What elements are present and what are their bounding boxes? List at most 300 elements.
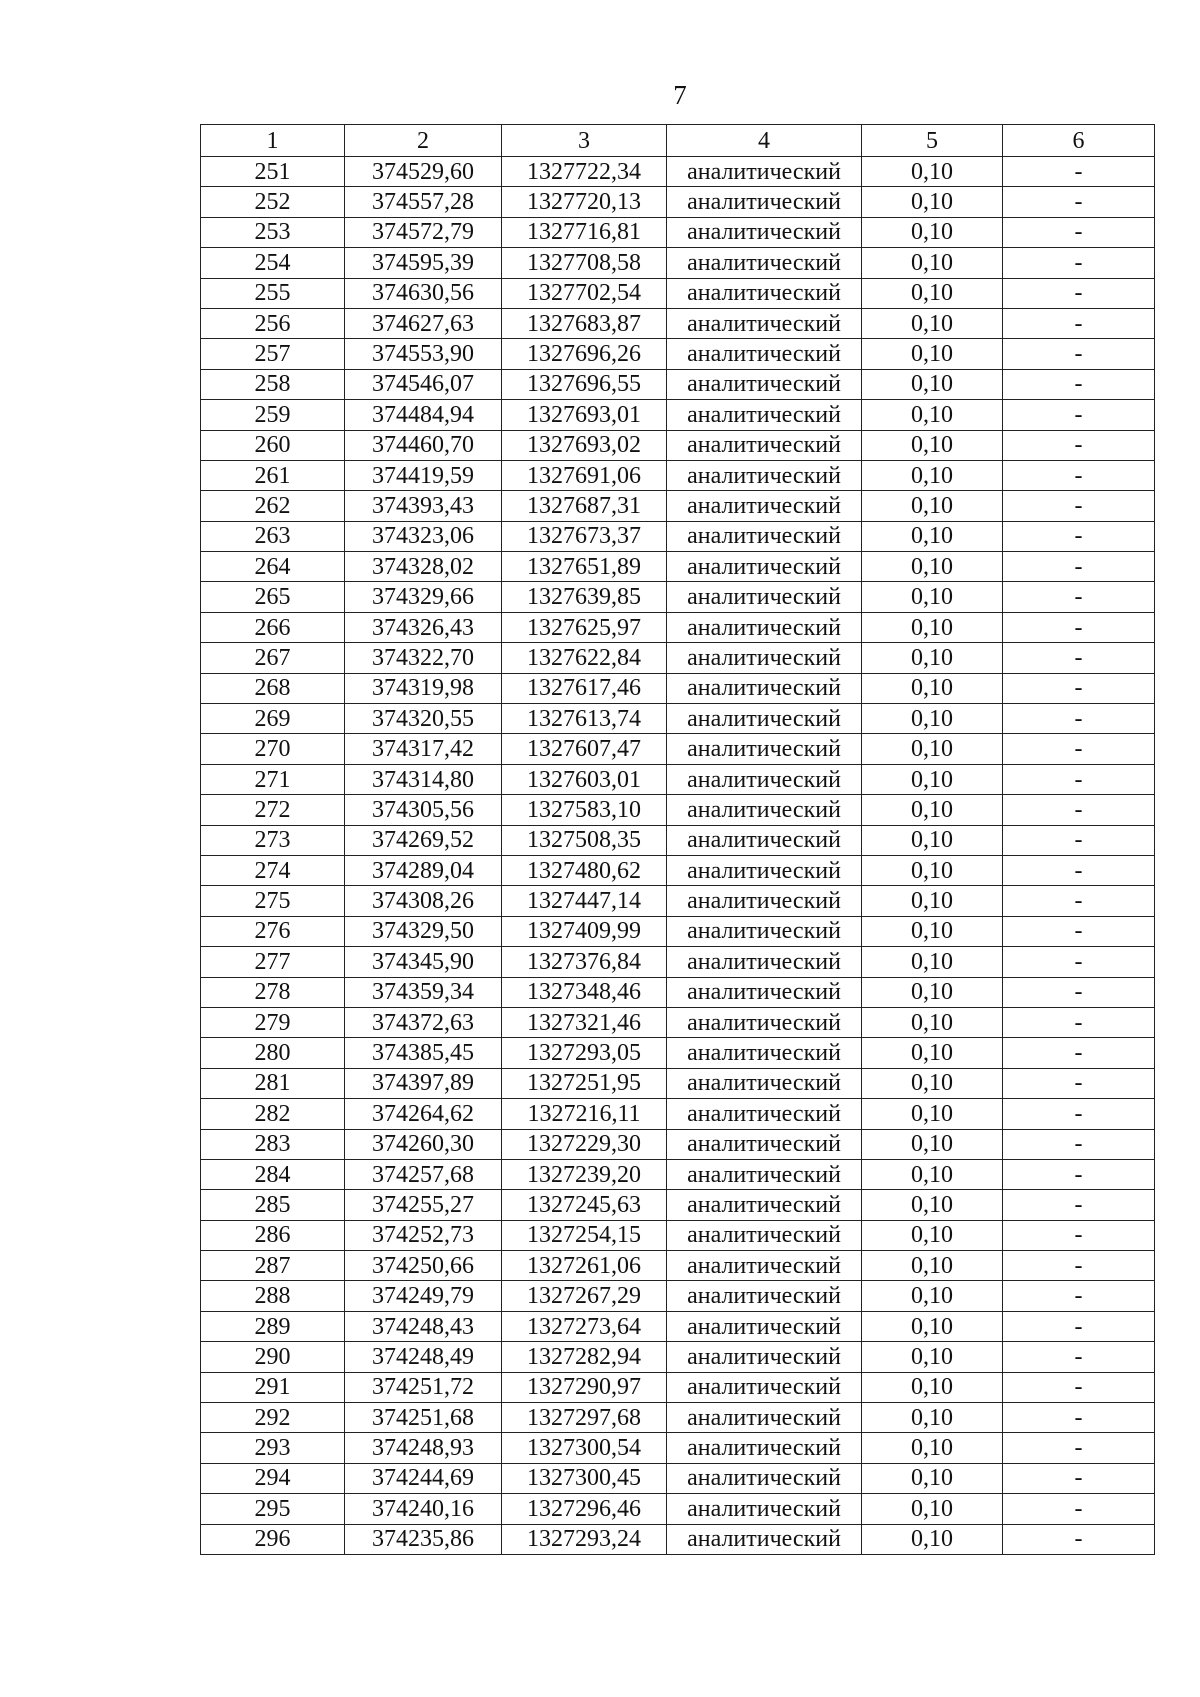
- description-cell: -: [1003, 157, 1155, 187]
- x-coordinate-cell: 374319,98: [345, 673, 502, 703]
- description-cell: -: [1003, 734, 1155, 764]
- table-row: [201, 1433, 1155, 1463]
- table-row: [201, 704, 1155, 734]
- accuracy-cell: 0,10: [862, 400, 1003, 430]
- point-number-cell: 265: [201, 582, 345, 612]
- description-cell: -: [1003, 1433, 1155, 1463]
- y-coordinate-cell: 1327617,46: [502, 673, 667, 703]
- y-coordinate-cell: 1327261,06: [502, 1251, 667, 1281]
- method-cell: аналитический: [667, 1007, 862, 1037]
- x-coordinate-cell: 374328,02: [345, 552, 502, 582]
- description-cell: -: [1003, 1099, 1155, 1129]
- description-cell: -: [1003, 1281, 1155, 1311]
- accuracy-cell: 0,10: [862, 916, 1003, 946]
- accuracy-cell: 0,10: [862, 704, 1003, 734]
- accuracy-cell: 0,10: [862, 1433, 1003, 1463]
- accuracy-cell: 0,10: [862, 308, 1003, 338]
- point-number-cell: 262: [201, 491, 345, 521]
- table-row: [201, 1281, 1155, 1311]
- method-cell: аналитический: [667, 1129, 862, 1159]
- point-number-cell: 291: [201, 1372, 345, 1402]
- x-coordinate-cell: 374260,30: [345, 1129, 502, 1159]
- page-number: 7: [673, 80, 687, 110]
- description-cell: -: [1003, 1038, 1155, 1068]
- description-cell: -: [1003, 308, 1155, 338]
- point-number-cell: 260: [201, 430, 345, 460]
- point-number-cell: 282: [201, 1099, 345, 1129]
- description-cell: -: [1003, 217, 1155, 247]
- x-coordinate-cell: 374249,79: [345, 1281, 502, 1311]
- table-row: [201, 1403, 1155, 1433]
- method-cell: аналитический: [667, 1311, 862, 1341]
- description-cell: -: [1003, 1372, 1155, 1402]
- x-coordinate-cell: 374595,39: [345, 248, 502, 278]
- method-cell: аналитический: [667, 1159, 862, 1189]
- x-coordinate-cell: 374322,70: [345, 643, 502, 673]
- method-cell: аналитический: [667, 582, 862, 612]
- table-row: [201, 521, 1155, 551]
- y-coordinate-cell: 1327297,68: [502, 1403, 667, 1433]
- x-coordinate-cell: 374244,69: [345, 1463, 502, 1493]
- x-coordinate-cell: 374248,43: [345, 1311, 502, 1341]
- point-number-cell: 261: [201, 460, 345, 490]
- description-cell: -: [1003, 278, 1155, 308]
- accuracy-cell: 0,10: [862, 673, 1003, 703]
- coordinates-table: [200, 124, 1155, 1555]
- point-number-cell: 273: [201, 825, 345, 855]
- accuracy-cell: 0,10: [862, 491, 1003, 521]
- accuracy-cell: 0,10: [862, 157, 1003, 187]
- x-coordinate-cell: 374235,86: [345, 1524, 502, 1554]
- table-row: [201, 795, 1155, 825]
- point-number-cell: 283: [201, 1129, 345, 1159]
- y-coordinate-cell: 1327300,45: [502, 1463, 667, 1493]
- description-cell: -: [1003, 460, 1155, 490]
- accuracy-cell: 0,10: [862, 855, 1003, 885]
- y-coordinate-cell: 1327673,37: [502, 521, 667, 551]
- method-cell: аналитический: [667, 217, 862, 247]
- y-coordinate-cell: 1327651,89: [502, 552, 667, 582]
- x-coordinate-cell: 374257,68: [345, 1159, 502, 1189]
- x-coordinate-cell: 374314,80: [345, 764, 502, 794]
- point-number-cell: 263: [201, 521, 345, 551]
- table-row: [201, 187, 1155, 217]
- point-number-cell: 271: [201, 764, 345, 794]
- table-row: [201, 1220, 1155, 1250]
- description-cell: -: [1003, 400, 1155, 430]
- y-coordinate-cell: 1327480,62: [502, 855, 667, 885]
- table-row: [201, 1463, 1155, 1493]
- accuracy-cell: 0,10: [862, 1372, 1003, 1402]
- description-cell: -: [1003, 825, 1155, 855]
- description-cell: -: [1003, 1311, 1155, 1341]
- point-number-cell: 277: [201, 947, 345, 977]
- point-number-cell: 288: [201, 1281, 345, 1311]
- accuracy-cell: 0,10: [862, 1311, 1003, 1341]
- description-cell: -: [1003, 612, 1155, 642]
- method-cell: аналитический: [667, 916, 862, 946]
- point-number-cell: 292: [201, 1403, 345, 1433]
- point-number-cell: 281: [201, 1068, 345, 1098]
- method-cell: аналитический: [667, 1068, 862, 1098]
- description-cell: -: [1003, 1007, 1155, 1037]
- y-coordinate-cell: 1327639,85: [502, 582, 667, 612]
- accuracy-cell: 0,10: [862, 187, 1003, 217]
- y-coordinate-cell: 1327696,26: [502, 339, 667, 369]
- method-cell: аналитический: [667, 825, 862, 855]
- x-coordinate-cell: 374359,34: [345, 977, 502, 1007]
- y-coordinate-cell: 1327696,55: [502, 369, 667, 399]
- description-cell: -: [1003, 369, 1155, 399]
- description-cell: -: [1003, 1190, 1155, 1220]
- description-cell: -: [1003, 1251, 1155, 1281]
- y-coordinate-cell: 1327321,46: [502, 1007, 667, 1037]
- point-number-cell: 275: [201, 886, 345, 916]
- point-number-cell: 296: [201, 1524, 345, 1554]
- point-number-cell: 267: [201, 643, 345, 673]
- description-cell: -: [1003, 248, 1155, 278]
- point-number-cell: 290: [201, 1342, 345, 1372]
- x-coordinate-cell: 374323,06: [345, 521, 502, 551]
- accuracy-cell: 0,10: [862, 947, 1003, 977]
- point-number-cell: 294: [201, 1463, 345, 1493]
- table-row: [201, 825, 1155, 855]
- description-cell: -: [1003, 1524, 1155, 1554]
- point-number-cell: 253: [201, 217, 345, 247]
- description-cell: -: [1003, 1463, 1155, 1493]
- y-coordinate-cell: 1327691,06: [502, 460, 667, 490]
- table-row: [201, 916, 1155, 946]
- method-cell: аналитический: [667, 1463, 862, 1493]
- x-coordinate-cell: 374248,93: [345, 1433, 502, 1463]
- x-coordinate-cell: 374419,59: [345, 460, 502, 490]
- y-coordinate-cell: 1327216,11: [502, 1099, 667, 1129]
- x-coordinate-cell: 374460,70: [345, 430, 502, 460]
- accuracy-cell: 0,10: [862, 1220, 1003, 1250]
- y-coordinate-cell: 1327716,81: [502, 217, 667, 247]
- point-number-cell: 289: [201, 1311, 345, 1341]
- method-cell: аналитический: [667, 278, 862, 308]
- method-cell: аналитический: [667, 1433, 862, 1463]
- table-row: [201, 1251, 1155, 1281]
- accuracy-cell: 0,10: [862, 1068, 1003, 1098]
- y-coordinate-cell: 1327693,01: [502, 400, 667, 430]
- accuracy-cell: 0,10: [862, 1159, 1003, 1189]
- x-coordinate-cell: 374329,66: [345, 582, 502, 612]
- point-number-cell: 285: [201, 1190, 345, 1220]
- table-row: [201, 1159, 1155, 1189]
- table-row: [201, 1311, 1155, 1341]
- point-number-cell: 287: [201, 1251, 345, 1281]
- method-cell: аналитический: [667, 704, 862, 734]
- point-number-cell: 284: [201, 1159, 345, 1189]
- accuracy-cell: 0,10: [862, 643, 1003, 673]
- table-row: [201, 1372, 1155, 1402]
- description-cell: -: [1003, 795, 1155, 825]
- description-cell: -: [1003, 1159, 1155, 1189]
- accuracy-cell: 0,10: [862, 430, 1003, 460]
- y-coordinate-cell: 1327293,24: [502, 1524, 667, 1554]
- table-row: [201, 855, 1155, 885]
- accuracy-cell: 0,10: [862, 1129, 1003, 1159]
- method-cell: аналитический: [667, 460, 862, 490]
- accuracy-cell: 0,10: [862, 1403, 1003, 1433]
- table-row: [201, 886, 1155, 916]
- table-row: [201, 339, 1155, 369]
- method-cell: аналитический: [667, 339, 862, 369]
- y-coordinate-cell: 1327273,64: [502, 1311, 667, 1341]
- accuracy-cell: 0,10: [862, 1099, 1003, 1129]
- accuracy-cell: 0,10: [862, 764, 1003, 794]
- x-coordinate-cell: 374264,62: [345, 1099, 502, 1129]
- description-cell: -: [1003, 764, 1155, 794]
- accuracy-cell: 0,10: [862, 582, 1003, 612]
- point-number-cell: 295: [201, 1494, 345, 1524]
- y-coordinate-cell: 1327239,20: [502, 1159, 667, 1189]
- point-number-cell: 255: [201, 278, 345, 308]
- method-cell: аналитический: [667, 1251, 862, 1281]
- column-header: 1: [201, 125, 345, 157]
- x-coordinate-cell: 374320,55: [345, 704, 502, 734]
- table-row: [201, 673, 1155, 703]
- point-number-cell: 256: [201, 308, 345, 338]
- accuracy-cell: 0,10: [862, 339, 1003, 369]
- method-cell: аналитический: [667, 947, 862, 977]
- method-cell: аналитический: [667, 643, 862, 673]
- accuracy-cell: 0,10: [862, 1281, 1003, 1311]
- table-row: [201, 1099, 1155, 1129]
- accuracy-cell: 0,10: [862, 460, 1003, 490]
- x-coordinate-cell: 374329,50: [345, 916, 502, 946]
- y-coordinate-cell: 1327603,01: [502, 764, 667, 794]
- description-cell: -: [1003, 916, 1155, 946]
- method-cell: аналитический: [667, 1190, 862, 1220]
- y-coordinate-cell: 1327622,84: [502, 643, 667, 673]
- y-coordinate-cell: 1327722,34: [502, 157, 667, 187]
- y-coordinate-cell: 1327267,29: [502, 1281, 667, 1311]
- table-row: [201, 308, 1155, 338]
- method-cell: аналитический: [667, 1220, 862, 1250]
- y-coordinate-cell: 1327409,99: [502, 916, 667, 946]
- method-cell: аналитический: [667, 248, 862, 278]
- method-cell: аналитический: [667, 673, 862, 703]
- y-coordinate-cell: 1327300,54: [502, 1433, 667, 1463]
- x-coordinate-cell: 374572,79: [345, 217, 502, 247]
- y-coordinate-cell: 1327613,74: [502, 704, 667, 734]
- table-row: [201, 582, 1155, 612]
- description-cell: -: [1003, 886, 1155, 916]
- point-number-cell: 279: [201, 1007, 345, 1037]
- point-number-cell: 259: [201, 400, 345, 430]
- table-row: [201, 491, 1155, 521]
- accuracy-cell: 0,10: [862, 1494, 1003, 1524]
- y-coordinate-cell: 1327702,54: [502, 278, 667, 308]
- method-cell: аналитический: [667, 1038, 862, 1068]
- x-coordinate-cell: 374627,63: [345, 308, 502, 338]
- x-coordinate-cell: 374397,89: [345, 1068, 502, 1098]
- accuracy-cell: 0,10: [862, 612, 1003, 642]
- table-body: [201, 125, 1155, 1555]
- method-cell: аналитический: [667, 1342, 862, 1372]
- accuracy-cell: 0,10: [862, 1007, 1003, 1037]
- description-cell: -: [1003, 1342, 1155, 1372]
- table-row: [201, 947, 1155, 977]
- method-cell: аналитический: [667, 1372, 862, 1402]
- x-coordinate-cell: 374553,90: [345, 339, 502, 369]
- x-coordinate-cell: 374289,04: [345, 855, 502, 885]
- accuracy-cell: 0,10: [862, 1463, 1003, 1493]
- x-coordinate-cell: 374248,49: [345, 1342, 502, 1372]
- table-row: [201, 552, 1155, 582]
- x-coordinate-cell: 374240,16: [345, 1494, 502, 1524]
- description-cell: -: [1003, 673, 1155, 703]
- point-number-cell: 270: [201, 734, 345, 764]
- method-cell: аналитический: [667, 491, 862, 521]
- table-row: [201, 278, 1155, 308]
- accuracy-cell: 0,10: [862, 369, 1003, 399]
- description-cell: -: [1003, 704, 1155, 734]
- method-cell: аналитический: [667, 187, 862, 217]
- x-coordinate-cell: 374372,63: [345, 1007, 502, 1037]
- point-number-cell: 254: [201, 248, 345, 278]
- point-number-cell: 252: [201, 187, 345, 217]
- x-coordinate-cell: 374546,07: [345, 369, 502, 399]
- column-header: 2: [345, 125, 502, 157]
- description-cell: -: [1003, 1403, 1155, 1433]
- table-row: [201, 764, 1155, 794]
- method-cell: аналитический: [667, 1403, 862, 1433]
- table-row: [201, 643, 1155, 673]
- table-row: [201, 1129, 1155, 1159]
- y-coordinate-cell: 1327245,63: [502, 1190, 667, 1220]
- table-row: [201, 1524, 1155, 1554]
- accuracy-cell: 0,10: [862, 1524, 1003, 1554]
- y-coordinate-cell: 1327687,31: [502, 491, 667, 521]
- point-number-cell: 280: [201, 1038, 345, 1068]
- table-row: [201, 1068, 1155, 1098]
- x-coordinate-cell: 374305,56: [345, 795, 502, 825]
- y-coordinate-cell: 1327229,30: [502, 1129, 667, 1159]
- x-coordinate-cell: 374385,45: [345, 1038, 502, 1068]
- point-number-cell: 274: [201, 855, 345, 885]
- method-cell: аналитический: [667, 521, 862, 551]
- description-cell: -: [1003, 552, 1155, 582]
- column-header: 3: [502, 125, 667, 157]
- method-cell: аналитический: [667, 369, 862, 399]
- table-row: [201, 1007, 1155, 1037]
- method-cell: аналитический: [667, 764, 862, 794]
- description-cell: -: [1003, 1494, 1155, 1524]
- x-coordinate-cell: 374251,68: [345, 1403, 502, 1433]
- method-cell: аналитический: [667, 855, 862, 885]
- method-cell: аналитический: [667, 1099, 862, 1129]
- description-cell: -: [1003, 855, 1155, 885]
- accuracy-cell: 0,10: [862, 552, 1003, 582]
- table-row: [201, 1494, 1155, 1524]
- x-coordinate-cell: 374557,28: [345, 187, 502, 217]
- point-number-cell: 257: [201, 339, 345, 369]
- method-cell: аналитический: [667, 308, 862, 338]
- description-cell: -: [1003, 1068, 1155, 1098]
- method-cell: аналитический: [667, 1494, 862, 1524]
- point-number-cell: 276: [201, 916, 345, 946]
- y-coordinate-cell: 1327296,46: [502, 1494, 667, 1524]
- accuracy-cell: 0,10: [862, 886, 1003, 916]
- x-coordinate-cell: 374345,90: [345, 947, 502, 977]
- point-number-cell: 293: [201, 1433, 345, 1463]
- accuracy-cell: 0,10: [862, 1190, 1003, 1220]
- description-cell: -: [1003, 521, 1155, 551]
- method-cell: аналитический: [667, 612, 862, 642]
- y-coordinate-cell: 1327290,97: [502, 1372, 667, 1402]
- accuracy-cell: 0,10: [862, 1251, 1003, 1281]
- y-coordinate-cell: 1327282,94: [502, 1342, 667, 1372]
- x-coordinate-cell: 374484,94: [345, 400, 502, 430]
- method-cell: аналитический: [667, 886, 862, 916]
- x-coordinate-cell: 374317,42: [345, 734, 502, 764]
- description-cell: -: [1003, 977, 1155, 1007]
- column-header: 6: [1003, 125, 1155, 157]
- x-coordinate-cell: 374269,52: [345, 825, 502, 855]
- table-row: [201, 460, 1155, 490]
- table-row: [201, 977, 1155, 1007]
- description-cell: -: [1003, 1129, 1155, 1159]
- method-cell: аналитический: [667, 1524, 862, 1554]
- method-cell: аналитический: [667, 400, 862, 430]
- accuracy-cell: 0,10: [862, 1038, 1003, 1068]
- accuracy-cell: 0,10: [862, 1342, 1003, 1372]
- table-row: [201, 1190, 1155, 1220]
- table-header-row: [201, 125, 1155, 157]
- y-coordinate-cell: 1327447,14: [502, 886, 667, 916]
- description-cell: -: [1003, 947, 1155, 977]
- accuracy-cell: 0,10: [862, 977, 1003, 1007]
- x-coordinate-cell: 374308,26: [345, 886, 502, 916]
- description-cell: -: [1003, 187, 1155, 217]
- y-coordinate-cell: 1327508,35: [502, 825, 667, 855]
- x-coordinate-cell: 374250,66: [345, 1251, 502, 1281]
- x-coordinate-cell: 374251,72: [345, 1372, 502, 1402]
- accuracy-cell: 0,10: [862, 795, 1003, 825]
- y-coordinate-cell: 1327708,58: [502, 248, 667, 278]
- y-coordinate-cell: 1327693,02: [502, 430, 667, 460]
- y-coordinate-cell: 1327583,10: [502, 795, 667, 825]
- method-cell: аналитический: [667, 795, 862, 825]
- y-coordinate-cell: 1327607,47: [502, 734, 667, 764]
- point-number-cell: 278: [201, 977, 345, 1007]
- x-coordinate-cell: 374393,43: [345, 491, 502, 521]
- point-number-cell: 272: [201, 795, 345, 825]
- description-cell: -: [1003, 339, 1155, 369]
- accuracy-cell: 0,10: [862, 248, 1003, 278]
- table-row: [201, 1038, 1155, 1068]
- y-coordinate-cell: 1327348,46: [502, 977, 667, 1007]
- table-row: [201, 612, 1155, 642]
- method-cell: аналитический: [667, 430, 862, 460]
- y-coordinate-cell: 1327376,84: [502, 947, 667, 977]
- accuracy-cell: 0,10: [862, 278, 1003, 308]
- point-number-cell: 266: [201, 612, 345, 642]
- column-header: 4: [667, 125, 862, 157]
- method-cell: аналитический: [667, 1281, 862, 1311]
- point-number-cell: 251: [201, 157, 345, 187]
- point-number-cell: 286: [201, 1220, 345, 1250]
- accuracy-cell: 0,10: [862, 734, 1003, 764]
- point-number-cell: 269: [201, 704, 345, 734]
- method-cell: аналитический: [667, 734, 862, 764]
- x-coordinate-cell: 374255,27: [345, 1190, 502, 1220]
- table-row: [201, 217, 1155, 247]
